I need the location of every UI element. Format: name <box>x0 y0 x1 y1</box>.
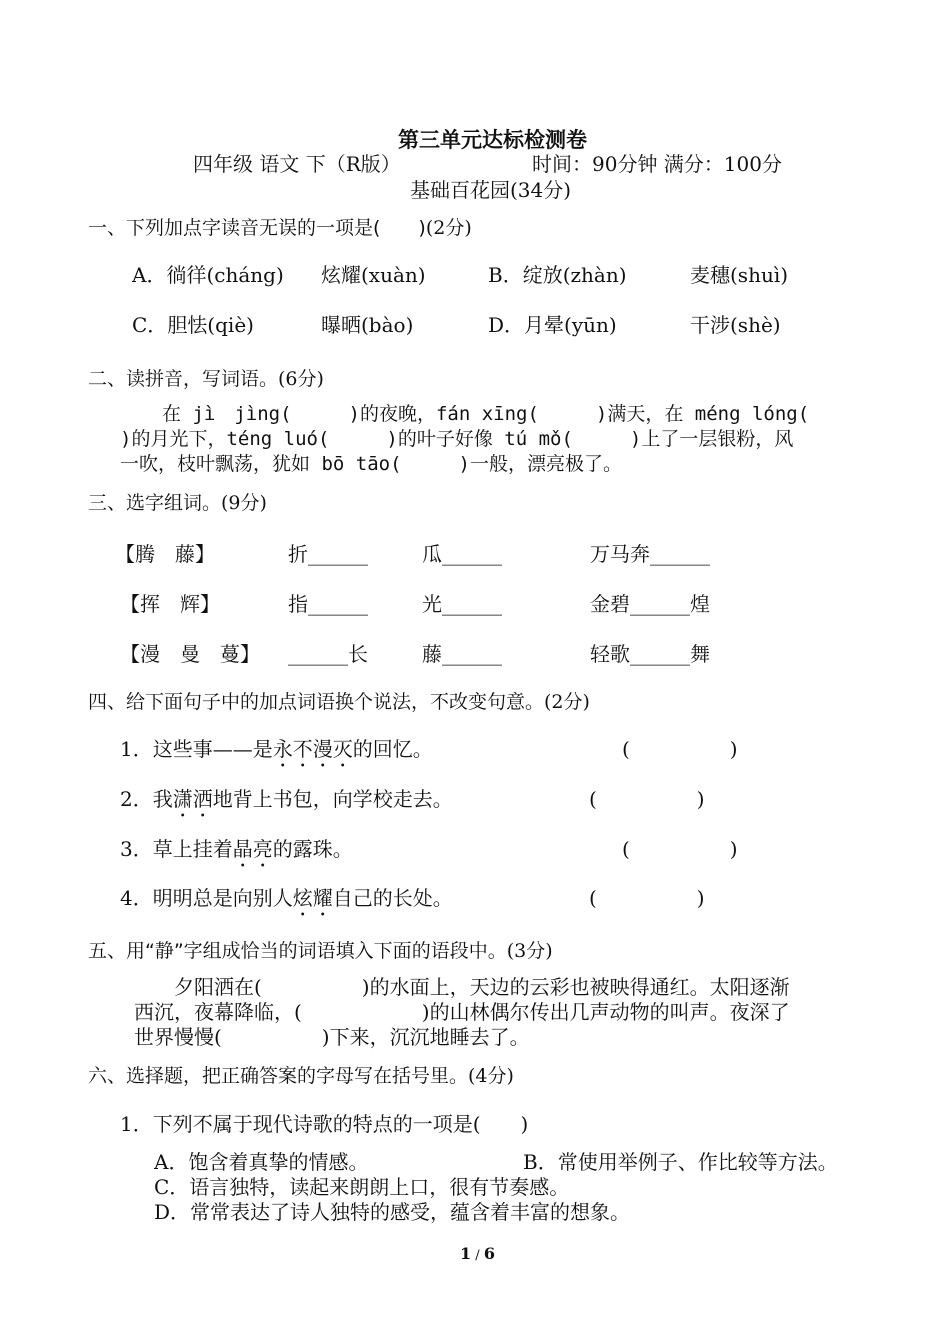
item-number: 1． <box>120 737 153 761</box>
page-number <box>460 1244 495 1263</box>
q5-heading-text: 五、用“静”字组成恰当的词语填入下面的语段中。 <box>88 940 507 962</box>
q4-points: (2分) <box>544 691 590 713</box>
dotted-word: 潇洒 <box>172 787 213 811</box>
q2-line-1: 在 jì jìng( )的夜晚，fán xīng( )满天，在 méng lóng( <box>124 403 810 425</box>
page-total: 6 <box>483 1244 495 1263</box>
q6-question-1: 1．下列不属于现代诗歌的特点的一项是( ) <box>120 1112 529 1136</box>
q1-option-d-word2: 干涉(shè) <box>690 313 781 337</box>
q5-heading <box>88 936 553 963</box>
q1-option-b <box>488 259 627 288</box>
q3-row1-b: 瓜______ <box>422 542 502 566</box>
q5-line-3: 世界慢慢( )下来，沉沉地睡去了。 <box>134 1025 530 1049</box>
option-letter: C． <box>132 313 168 337</box>
q3-group-1: 【腾 藤】 <box>115 542 215 566</box>
q3-group-3: 【漫 曼 蔓】 <box>120 642 260 666</box>
q3-row3-c: 轻歌______舞 <box>590 642 710 666</box>
q3-heading-text: 三、选字组词。 <box>88 492 222 514</box>
q6-points: (4分) <box>468 1065 514 1087</box>
q4-heading <box>88 687 590 714</box>
q1-option-c-word2: 曝晒(bào) <box>321 313 414 337</box>
q4-item-3 <box>120 833 353 872</box>
item-number: 3． <box>120 837 153 861</box>
page-current: 1 <box>460 1244 472 1263</box>
q4-answer-2: ( ) <box>589 787 705 811</box>
q6-option-c: C．语言独特，读起来朗朗上口，很有节奏感。 <box>154 1175 570 1199</box>
q3-points: (9分) <box>221 492 267 514</box>
q4-item-2 <box>120 783 453 822</box>
q3-row2-a: 指______ <box>288 592 368 616</box>
q2-heading-text: 二、读拼音，写词语。 <box>88 368 279 390</box>
q1-option-c <box>132 309 254 338</box>
sentence-text: 草上挂着 <box>152 837 233 861</box>
q5-points: (3分) <box>506 940 553 962</box>
sentence-text: 地背上书包，向学校走去。 <box>212 787 453 811</box>
q3-row3-a: ______长 <box>288 642 368 666</box>
option-word: 徜徉(cháng) <box>166 263 284 287</box>
q6-heading <box>88 1061 514 1088</box>
q3-row2-b: 光______ <box>422 592 502 616</box>
q4-answer-4: ( ) <box>589 886 705 910</box>
option-letter: A． <box>132 263 167 287</box>
q5-line-2: 西沉，夜幕降临，( )的山林偶尔传出几声动物的叫声。夜深了 <box>134 1000 790 1024</box>
q2-line-2: )的月光下，téng luó( )的叶子好像 tú mǒ( )上了一层银粉，风 <box>120 428 794 450</box>
dotted-word: 炫耀 <box>292 886 333 910</box>
option-word: 月晕(yūn) <box>524 313 617 337</box>
q3-group-2: 【挥 辉】 <box>120 592 220 616</box>
time-info: 时间：90分钟 满分：100分 <box>532 152 782 176</box>
option-letter: B． <box>488 263 523 287</box>
dotted-word: 永不漫灭 <box>272 737 353 761</box>
q5-line-1: 夕阳洒在( )的水面上，天边的云彩也被映得通红。太阳逐渐 <box>134 975 790 999</box>
sentence-text: 我 <box>152 787 173 811</box>
q6-option-a: A．饱含着真挚的情感。 <box>154 1150 369 1174</box>
sentence-text: 的露珠。 <box>272 837 353 861</box>
q1-heading <box>88 213 472 240</box>
option-word: 胆怯(qiè) <box>167 313 254 337</box>
q1-option-b-word2: 麦穗(shuì) <box>690 263 789 287</box>
q6-option-b: B．常使用举例子、作比较等方法。 <box>523 1150 838 1174</box>
q1-option-a <box>132 259 284 288</box>
option-letter: D． <box>488 313 525 337</box>
sentence-text: 明明总是向别人 <box>152 886 293 910</box>
q1-points: (2分) <box>425 217 472 239</box>
q2-points: (6分) <box>278 368 324 390</box>
q4-answer-1: ( ) <box>622 737 738 761</box>
q4-heading-text: 四、给下面句子中的加点词语换个说法，不改变句意。 <box>88 691 545 713</box>
exam-title: 第三单元达标检测卷 <box>398 128 587 152</box>
q3-row1-a: 折______ <box>288 542 368 566</box>
option-word: 绽放(zhàn) <box>522 263 627 287</box>
grade-info: 四年级 语文 下（R版） <box>193 152 401 176</box>
q1-option-d <box>488 309 617 338</box>
q1-option-a-word2: 炫耀(xuàn) <box>321 263 426 287</box>
q6-heading-text: 六、选择题，把正确答案的字母写在括号里。 <box>88 1065 469 1087</box>
sentence-text: 自己的长处。 <box>332 886 453 910</box>
q4-answer-3: ( ) <box>622 837 738 861</box>
dotted-word: 晶亮 <box>232 837 273 861</box>
q6-option-d: D．常常表达了诗人独特的感受，蕴含着丰富的想象。 <box>154 1200 631 1224</box>
q3-row2-c: 金碧______煌 <box>590 592 710 616</box>
sentence-text: 这些事——是 <box>152 737 273 761</box>
q4-item-1 <box>120 733 433 772</box>
q2-heading <box>88 364 324 391</box>
sentence-text: 的回忆。 <box>352 737 433 761</box>
q3-row3-b: 藤______ <box>422 642 502 666</box>
part-title: 基础百花园(34分) <box>410 178 572 202</box>
q3-heading <box>88 488 267 515</box>
item-number: 4． <box>120 886 153 910</box>
q1-heading-text: 一、下列加点字读音无误的一项是( ) <box>88 217 426 239</box>
item-number: 2． <box>120 787 153 811</box>
q2-line-3: 一吹，枝叶飘荡，犹如 bō tāo( )一般，漂亮极了。 <box>120 453 622 475</box>
q4-item-4 <box>120 882 453 921</box>
page-separator: / <box>475 1248 480 1263</box>
q3-row1-c: 万马奔______ <box>590 542 710 566</box>
